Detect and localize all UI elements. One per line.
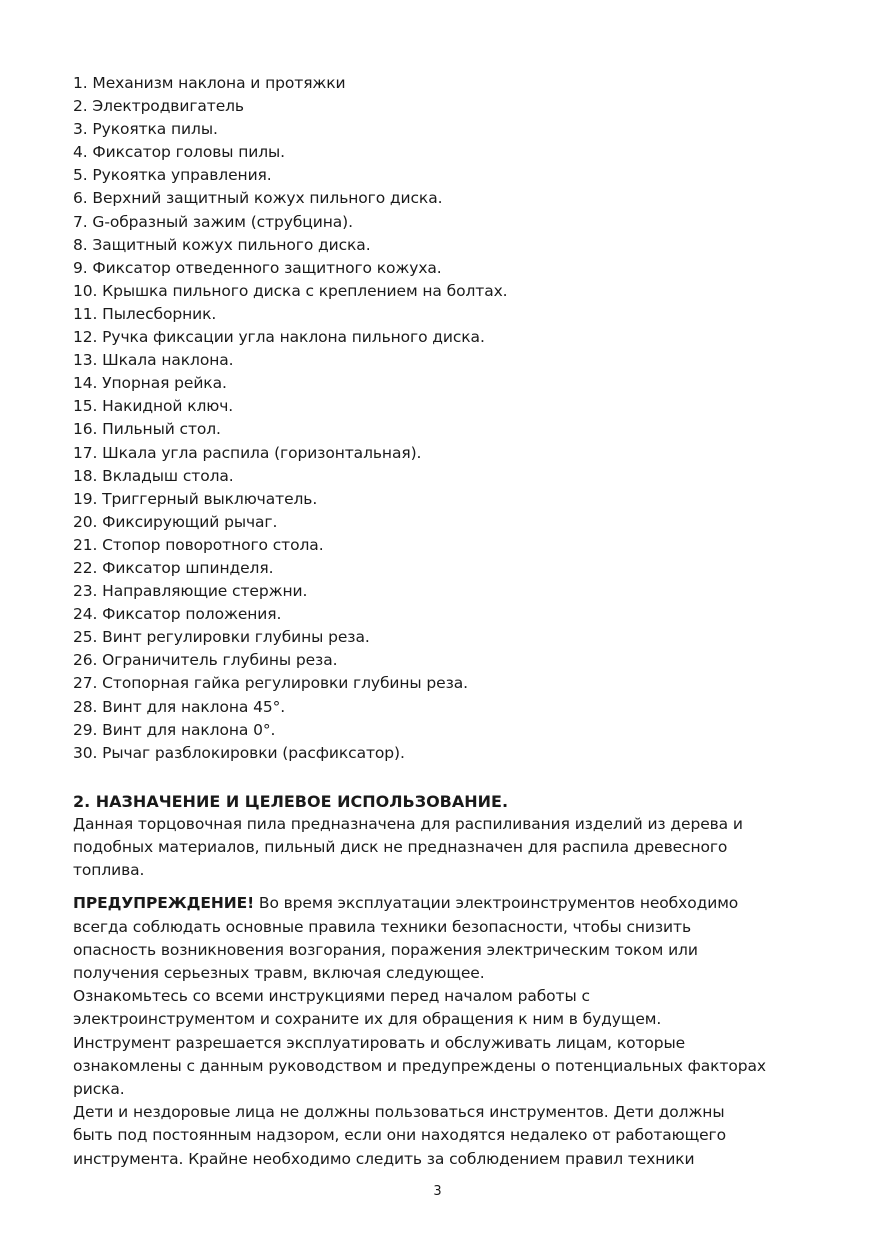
warning-first-line-text: Во время эксплуатации электроинструментов необходимо bbox=[254, 894, 739, 913]
warning-line: быть под постоянным надзором, если они находятся недалеко от работающего bbox=[73, 1126, 726, 1145]
parts-list-item: 16. Пильный стол. bbox=[73, 420, 221, 439]
parts-list-item: 18. Вкладыш стола. bbox=[73, 466, 234, 485]
parts-list-item: 20. Фиксирующий рычаг. bbox=[73, 512, 278, 531]
warning-first-line bbox=[73, 892, 813, 915]
warning-paragraph bbox=[73, 892, 813, 1170]
warning-line: риска. bbox=[73, 1080, 125, 1099]
parts-list-item: 23. Направляющие стержни. bbox=[73, 582, 308, 601]
parts-list-item: 7. G-образный зажим (струбцина). bbox=[73, 212, 353, 231]
warning-line: всегда соблюдать основные правила техники безопасности, чтобы снизить bbox=[73, 917, 691, 936]
parts-list-item: 5. Рукоятка управления. bbox=[73, 166, 272, 185]
warning-line: Дети и нездоровые лица не должны пользоваться инструментов. Дети должны bbox=[73, 1103, 725, 1122]
parts-list-item: 2. Электродвигатель bbox=[73, 97, 244, 116]
warning-line: получения серьезных травм, включая следующее. bbox=[73, 964, 485, 983]
parts-list-item: 26. Ограничитель глубины реза. bbox=[73, 651, 338, 670]
parts-list-item: 14. Упорная рейка. bbox=[73, 374, 227, 393]
warning-line: ознакомлены с данным руководством и предупреждены о потенциальных факторах bbox=[73, 1056, 766, 1075]
parts-list-item: 27. Стопорная гайка регулировки глубины реза. bbox=[73, 674, 468, 693]
parts-list-item: 22. Фиксатор шпинделя. bbox=[73, 558, 274, 577]
parts-list-item: 19. Триггерный выключатель. bbox=[73, 489, 318, 508]
parts-list-item: 8. Защитный кожух пильного диска. bbox=[73, 235, 371, 254]
warning-line: опасность возникновения возгорания, поражения электрическим током или bbox=[73, 940, 698, 959]
parts-list-item: 29. Винт для наклона 0°. bbox=[73, 720, 276, 739]
parts-list-item: 4. Фиксатор головы пилы. bbox=[73, 143, 285, 162]
warning-line: Инструмент разрешается эксплуатировать и обслуживать лицам, которые bbox=[73, 1033, 686, 1052]
intro-line: топлива. bbox=[73, 861, 145, 880]
parts-list-item: 25. Винт регулировки глубины реза. bbox=[73, 628, 370, 647]
intro-line: Данная торцовочная пила предназначена для распиливания изделий из дерева и bbox=[73, 814, 743, 833]
parts-list-item: 9. Фиксатор отведенного защитного кожуха. bbox=[73, 258, 442, 277]
document-page bbox=[73, 72, 813, 1171]
parts-list-item: 15. Накидной ключ. bbox=[73, 397, 234, 416]
parts-list-item: 13. Шкала наклона. bbox=[73, 351, 234, 370]
parts-list-item: 1. Механизм наклона и протяжки bbox=[73, 74, 346, 92]
parts-list-item: 12. Ручка фиксации угла наклона пильного диска. bbox=[73, 328, 485, 347]
parts-list bbox=[73, 72, 813, 765]
parts-list-item: 30. Рычаг разблокировки (расфиксатор). bbox=[73, 743, 405, 762]
paragraph-gap bbox=[73, 882, 813, 892]
parts-list-item: 28. Винт для наклона 45°. bbox=[73, 697, 286, 716]
parts-list-item: 10. Крышка пильного диска с креплением на болтах. bbox=[73, 281, 508, 300]
page-number: 3 bbox=[433, 1184, 442, 1199]
parts-list-item: 24. Фиксатор положения. bbox=[73, 605, 282, 624]
parts-list-item: 6. Верхний защитный кожух пильного диска. bbox=[73, 189, 443, 208]
parts-list-item: 3. Рукоятка пилы. bbox=[73, 120, 218, 139]
warning-line: электроинструментом и сохраните их для обращения к ним в будущем. bbox=[73, 1010, 662, 1029]
parts-list-item: 17. Шкала угла распила (горизонтальная). bbox=[73, 443, 422, 462]
parts-list-item: 11. Пылесборник. bbox=[73, 304, 217, 323]
warning-line: инструмента. Крайне необходимо следить за соблюдением правил техники bbox=[73, 1149, 695, 1168]
intro-line: подобных материалов, пильный диск не предназначен для распила древесного bbox=[73, 838, 728, 857]
intro-paragraph bbox=[73, 813, 813, 883]
section-title: 2. НАЗНАЧЕНИЕ И ЦЕЛЕВОЕ ИСПОЛЬЗОВАНИЕ. bbox=[73, 791, 509, 811]
warning-label: ПРЕДУПРЕЖДЕНИЕ! bbox=[73, 894, 255, 913]
warning-line: Ознакомьтесь со всеми инструкциями перед началом работы с bbox=[73, 987, 590, 1006]
parts-list-item: 21. Стопор поворотного стола. bbox=[73, 535, 324, 554]
